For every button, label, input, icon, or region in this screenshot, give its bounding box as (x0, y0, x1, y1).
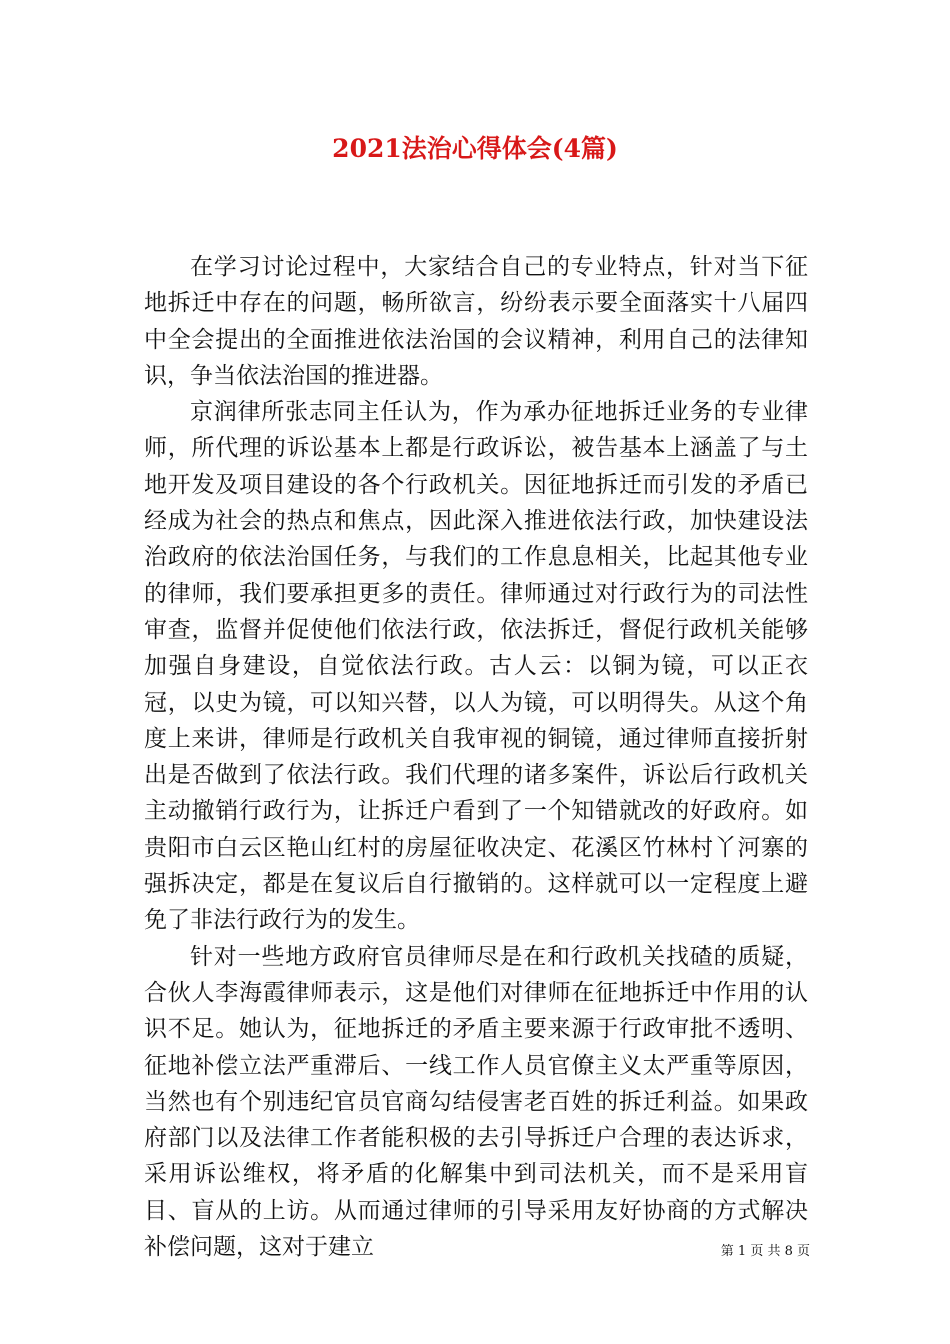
document-title: 2021法治心得体会(4篇) (332, 134, 618, 163)
paragraph-3: 针对一些地方政府官员律师尽是在和行政机关找碴的质疑，合伙人李海霞律师表示，这是他们对律师在征地拆迁中作用的认识不足。她认为，征地拆迁的矛盾主要来源于行政审批不透明、征地补偿立法严重滞后、一线工作人员官僚主义太严重等原因，当然也有个别违纪官员官商勾结侵害老百姓的拆迁利益。如果政府部门以及法律工作者能积极的去引导拆迁户合理的表达诉求，采用诉讼维权，将矛盾的化解集中到司法机关，而不是采用盲目、盲从的上访。从而通过律师的引导采用友好协商的方式解决补偿问题，这对于建立 (144, 943, 808, 1261)
page-number: 第 1 页 共 8 页 (720, 1244, 810, 1259)
paragraph-2: 京润律所张志同主任认为，作为承办征地拆迁业务的专业律师，所代理的诉讼基本上都是行政诉讼，被告基本上涵盖了与土地开发及项目建设的各个行政机关。因征地拆迁而引发的矛盾已经成为社会的热点和焦点，因此深入推进依法行政，加快建设法治政府的依法治国任务，与我们的工作息息相关，比起其他专业的律师，我们要承担更多的责任。律师通过对行政行为的司法性审查，监督并促使他们依法行政，依法拆迁，督促行政机关能够加强自身建设，自觉依法行政。古人云：以铜为镜，可以正衣冠，以史为镜，可以知兴替，以人为镜，可以明得失。从这个角度上来讲，律师是行政机关自我审视的铜镜，通过律师直接折射出是否做到了依法行政。我们代理的诸多案件，诉讼后行政机关主动撤销行政行为，让拆迁户看到了一个知错就改的好政府。如贵阳市白云区艳山红村的房屋征收决定、花溪区竹林村丫河寨的强拆决定，都是在复议后自行撤销的。这样就可以一定程度上避免了非法行政行为的发生。 (144, 399, 808, 934)
document-body (144, 249, 808, 1265)
paragraph-1: 在学习讨论过程中，大家结合自己的专业特点，针对当下征地拆迁中存在的问题，畅所欲言，纷纷表示要全面落实十八届四中全会提出的全面推进依法治国的会议精神，利用自己的法律知识，争当依法治国的推进器。 (144, 254, 808, 389)
